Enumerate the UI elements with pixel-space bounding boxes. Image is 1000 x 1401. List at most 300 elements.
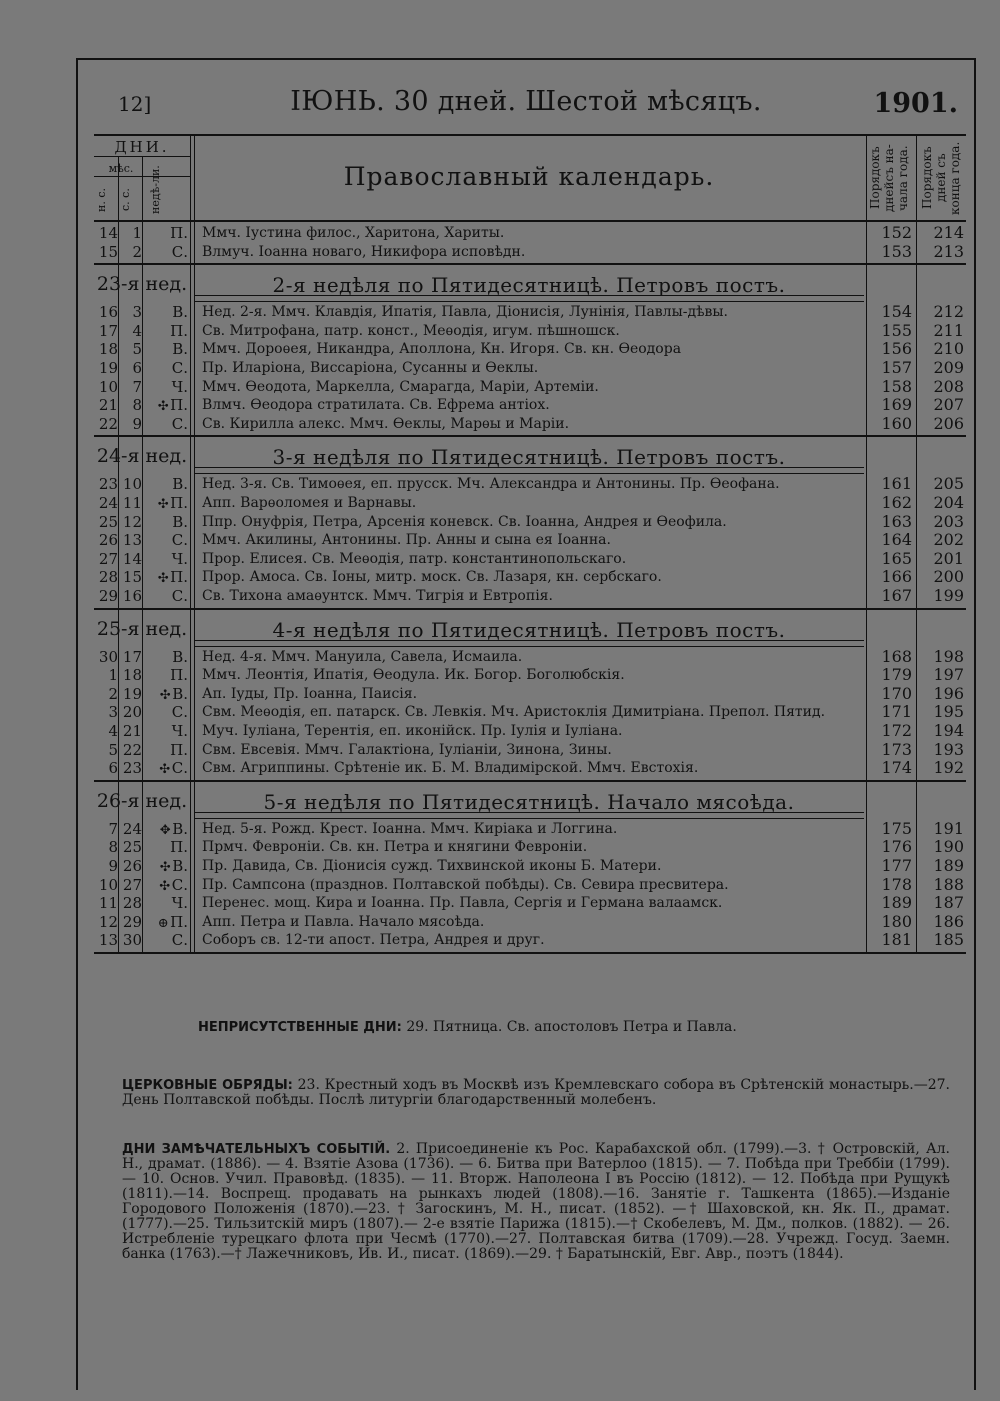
weekday-abbr: П. [170, 321, 188, 340]
old-style-day: 4 [132, 321, 142, 340]
weekday-abbr: Ч. [171, 722, 188, 740]
new-style-day: 1 [108, 666, 118, 685]
weekday-abbr: С. [171, 359, 188, 377]
days-to-end: 210 [933, 339, 964, 359]
saints-text: Свм. Меѳодія, еп. патарск. Св. Левкія. Мч. Аристоклія Димитріана. Препол. Пятид. [202, 704, 826, 721]
calendar-row [94, 224, 966, 242]
new-style-day: 27 [98, 549, 118, 568]
day-of-year: 168 [881, 646, 912, 666]
days-to-end: 194 [933, 721, 964, 740]
calendar-row [94, 531, 966, 549]
saints-text: Перенес. мощ. Кира и Іоанна. Пр. Павла, Сергія и Германа валаамск. [202, 895, 723, 912]
old-style-day: 17 [122, 647, 142, 666]
feast-mark-icon: ✣ [159, 860, 171, 875]
column-rule [118, 156, 119, 954]
old-style-day: 22 [122, 740, 142, 759]
new-style-day: 10 [98, 377, 118, 396]
day-of-year: 179 [881, 665, 912, 685]
calendar-row [94, 322, 966, 340]
saints-text: Св. Кирилла алекс. Ммч. Ѳеклы, Марѳы и Маріи. [202, 415, 570, 432]
saints-text: Пр. Иларіона, Виссаріона, Сусанны и Ѳеклы. [202, 360, 539, 376]
day-of-year: 181 [881, 930, 912, 950]
days-to-end: 193 [933, 739, 964, 759]
saints-text: Соборъ св. 12-ти апост. Петра, Андрея и друг. [202, 932, 545, 949]
week-label: 26-я нед. [96, 789, 188, 812]
events-label: ДНИ ЗАМѢЧАТЕЛЬНЫХЪ СОБЫТІЙ. [122, 1142, 391, 1157]
days-to-end: 212 [933, 302, 964, 322]
feast-mark-icon: ✣ [159, 762, 171, 778]
weekday-abbr: П. [170, 568, 188, 587]
column-rule [194, 134, 195, 954]
weekday-cell [142, 550, 188, 568]
weekday-abbr: П. [170, 494, 188, 512]
days-to-end: 202 [933, 530, 964, 550]
old-style-day: 25 [122, 838, 142, 857]
saints-text: Ммч. Іустина филос., Харитона, Хариты. [202, 225, 505, 241]
days-to-end: 195 [933, 702, 964, 722]
saints-text: Прмч. Февроніи. Св. кн. Петра и княгини Февроніи. [202, 839, 588, 856]
new-style-day: 18 [98, 340, 118, 359]
saints-text: Прор. Елисея. Св. Меѳодія, патр. константинопольскаго. [202, 550, 627, 567]
events-note [122, 1142, 950, 1262]
week-label: 24-я нед. [96, 445, 188, 468]
days-to-end: 213 [933, 241, 964, 261]
old-style-day: 20 [122, 703, 142, 722]
saints-text: Ммч. Ѳеодота, Маркелла, Смарагда, Маріи, Артеміи. [202, 378, 599, 395]
weekday-abbr: В. [172, 303, 188, 322]
order-end-header: Порядокъ дней съ конца года. [920, 141, 962, 215]
page-number: 12] [118, 92, 152, 116]
day-of-year: 174 [881, 758, 912, 778]
calendar-row [94, 550, 966, 568]
header-bottom-rule [94, 220, 966, 222]
new-style-day: 3 [108, 703, 118, 722]
days-to-end: 196 [933, 683, 964, 703]
calendar-row [94, 303, 966, 321]
old-style-day: 21 [122, 722, 142, 740]
saints-text: Нед. 5-я. Рожд. Крест. Іоанна. Ммч. Киріака и Логгина. [202, 820, 618, 837]
day-of-year: 161 [881, 474, 912, 494]
weekday-abbr: С. [171, 414, 188, 433]
calendar-row [94, 340, 966, 358]
saints-text: Свм. Агриппины. Срѣтеніе ик. Б. М. Владимірской. Ммч. Евстохія. [202, 760, 699, 777]
old-style-day: 14 [122, 549, 142, 568]
day-of-year: 157 [881, 358, 912, 377]
saints-text: Нед. 2-я. Ммч. Клавдія, Ипатія, Павла, Діонисія, Лунінія, Павлы-дѣвы. [202, 304, 728, 321]
weekday-cell [142, 340, 188, 358]
old-style-day: 11 [122, 494, 142, 512]
new-style-day: 9 [108, 857, 118, 875]
saints-text: Св. Митрофана, патр. конст., Меѳодія, игум. пѣшношск. [202, 322, 620, 339]
days-to-end: 198 [933, 646, 964, 666]
calendar-row [94, 396, 966, 414]
days-to-end: 211 [933, 320, 964, 340]
week-title-rule [194, 467, 864, 468]
feast-mark-icon: ✣ [157, 497, 169, 512]
calendar-row [94, 568, 966, 586]
day-of-year: 154 [881, 302, 912, 322]
days-to-end: 207 [933, 395, 964, 415]
weekday-cell [142, 857, 188, 877]
page-year: 1901. [873, 88, 958, 119]
week-end-rule [94, 435, 966, 437]
old-style-day: 6 [132, 359, 142, 377]
calendar-row [94, 894, 966, 912]
new-style-day: 30 [98, 647, 118, 666]
days-to-end: 187 [933, 893, 964, 913]
weekday-cell [142, 685, 188, 705]
saints-text: Муч. Іуліана, Терентія, еп. иконійск. Пр. Іулія и Іуліана. [202, 723, 623, 739]
new-style-day: 12 [98, 912, 118, 931]
weekday-cell [142, 568, 188, 588]
old-style-day: 19 [122, 684, 142, 703]
weekday-cell [142, 913, 188, 933]
saints-text: Влмуч. Іоанна новаго, Никифора исповѣдн. [202, 243, 526, 260]
days-to-end: 199 [933, 586, 964, 605]
week-title-bottom-rule [194, 646, 864, 647]
day-of-year: 173 [881, 739, 912, 759]
feast-mark-icon: ✣ [157, 571, 169, 587]
day-of-year: 160 [881, 413, 912, 433]
feast-mark-icon: ✥ [159, 822, 171, 838]
old-style-day: 28 [122, 894, 142, 913]
page-frame [76, 58, 976, 1390]
weekday-abbr: В. [172, 684, 188, 703]
week-title: 5-я недѣля по Пятидесятницѣ. Начало мясоѣда. [263, 789, 795, 814]
weekday-abbr: П. [170, 666, 188, 685]
calendar-row [94, 759, 966, 777]
old-style-day: 3 [132, 303, 142, 322]
old-style-day: 2 [132, 242, 142, 261]
column-rule [866, 134, 867, 954]
new-style-day: 4 [108, 722, 118, 740]
weekday-abbr: С. [171, 242, 188, 261]
calendar-row [94, 857, 966, 875]
calendar-row [94, 415, 966, 433]
weekday-cell [142, 703, 188, 721]
old-style-day: 26 [122, 857, 142, 875]
day-of-year: 166 [881, 567, 912, 587]
weekday-cell [142, 396, 188, 416]
new-style-day: 21 [98, 396, 118, 415]
week-end-rule [94, 780, 966, 782]
week-title-bottom-rule [194, 473, 864, 474]
old-style-day: 24 [122, 819, 142, 838]
day-of-year: 178 [881, 874, 912, 894]
old-style-header: с. с. [119, 188, 132, 212]
days-to-end: 209 [933, 358, 964, 377]
week-title-rule [194, 295, 864, 296]
day-of-year: 169 [881, 395, 912, 415]
new-style-day: 16 [98, 303, 118, 322]
day-of-year: 167 [881, 586, 912, 605]
old-style-day: 29 [122, 912, 142, 931]
column-rule [190, 134, 191, 954]
old-style-day: 5 [132, 340, 142, 359]
saints-text: Апп. Петра и Павла. Начало мясоѣда. [202, 913, 485, 930]
new-style-day: 26 [98, 531, 118, 550]
day-of-year: 158 [881, 376, 912, 396]
rites-note [122, 1078, 950, 1108]
weekday-cell [142, 759, 188, 779]
weekday-abbr: С. [171, 759, 188, 778]
nepris-label: НЕПРИСУТСТВЕННЫЕ ДНИ: [198, 1020, 402, 1035]
calendar-row [94, 685, 966, 703]
days-to-end: 203 [933, 511, 964, 531]
rites-label: ЦЕРКОВНЫЕ ОБРЯДЫ: [122, 1078, 293, 1093]
weekday-cell [142, 303, 188, 321]
weekday-cell [142, 587, 188, 605]
days-to-end: 201 [933, 548, 964, 568]
old-style-day: 30 [122, 931, 142, 950]
rites-text: 23. Крестный ходъ въ Москвѣ изъ Кремлевскаго собора въ Срѣтенскій монастырь.—27. День Полтавской побѣды. Послѣ литургіи благодарственный молебенъ. [122, 1077, 951, 1108]
week-title-rule [194, 812, 864, 813]
weekday-cell [142, 224, 188, 242]
weekday-cell [142, 820, 188, 840]
calendar-row [94, 359, 966, 377]
calendar-row [94, 931, 966, 949]
week-title-bottom-rule [194, 818, 864, 819]
calendar-title: Православный календарь. [343, 162, 715, 191]
old-style-day: 8 [132, 396, 142, 415]
day-of-year: 155 [881, 320, 912, 340]
days-to-end: 214 [933, 223, 964, 242]
feast-mark-icon: ✣ [159, 687, 171, 703]
old-style-day: 16 [122, 587, 142, 605]
calendar-row [94, 475, 966, 493]
saints-text: Ммч. Дороѳея, Никандра, Аполлона, Кн. Игоря. Св. кн. Ѳеодора [202, 341, 682, 358]
weekday-abbr: Ч. [171, 549, 188, 568]
day-of-year: 152 [881, 223, 912, 242]
day-of-year: 175 [881, 818, 912, 838]
week-title-bottom-rule [194, 301, 864, 302]
calendar-row [94, 913, 966, 931]
month-column-header: мѣс. [108, 162, 134, 175]
new-style-day: 13 [98, 931, 118, 950]
feast-mark-icon: ⊕ [157, 915, 169, 931]
weekday-cell [142, 415, 188, 433]
weekday-cell [142, 322, 188, 340]
column-rule [142, 156, 143, 954]
new-style-day: 15 [98, 242, 118, 261]
new-style-day: 24 [98, 494, 118, 512]
page-header [78, 86, 974, 126]
days-to-end: 188 [933, 874, 964, 894]
calendar-row [94, 587, 966, 605]
nepris-text: 29. Пятница. Св. апостоловъ Петра и Павла. [406, 1019, 737, 1035]
weekday-abbr: С. [171, 587, 188, 605]
saints-text: Ммч. Акилины, Антонины. Пр. Анны и сына ея Іоанна. [202, 532, 611, 549]
day-of-year: 171 [881, 702, 912, 722]
old-style-day: 23 [122, 759, 142, 778]
weekday-abbr: П. [170, 838, 188, 857]
saints-text: Нед. 3-я. Св. Тимоѳея, еп. прусск. Мч. Александра и Антонины. Пр. Ѳеофана. [202, 476, 780, 493]
weekday-abbr: С. [171, 931, 188, 950]
day-of-year: 189 [881, 893, 912, 913]
day-of-year: 164 [881, 530, 912, 550]
new-style-day: 7 [108, 819, 118, 838]
day-of-year: 153 [881, 241, 912, 261]
new-style-day: 14 [98, 224, 118, 242]
weekday-abbr: В. [172, 340, 188, 359]
weekday-abbr: Ч. [171, 377, 188, 396]
old-style-day: 18 [122, 666, 142, 685]
days-to-end: 191 [933, 818, 964, 838]
days-to-end: 204 [933, 493, 964, 512]
new-style-day: 23 [98, 475, 118, 494]
weekday-abbr: В. [172, 647, 188, 666]
new-style-day: 29 [98, 587, 118, 605]
week-title: 4-я недѣля по Пятидесятницѣ. Петровъ постъ. [272, 617, 786, 642]
weekday-abbr: В. [172, 857, 188, 875]
old-style-day: 15 [122, 568, 142, 587]
days-to-end: 206 [933, 413, 964, 433]
calendar-row [94, 703, 966, 721]
weekday-abbr: П. [170, 912, 188, 931]
new-style-day: 19 [98, 359, 118, 377]
weekday-cell [142, 838, 188, 856]
weekday-cell [142, 722, 188, 740]
column-rule [916, 134, 917, 954]
week-label: 25-я нед. [96, 617, 188, 640]
saints-text: Апп. Варѳоломея и Варнавы. [202, 495, 417, 511]
week-end-rule [94, 952, 966, 954]
weekday-abbr: В. [172, 512, 188, 531]
week-label: 23-я нед. [96, 273, 188, 296]
saints-text: Свм. Евсевія. Ммч. Галактіона, Іуліаніи, Зинона, Зины. [202, 741, 612, 758]
weekday-abbr: П. [170, 740, 188, 759]
weekday-abbr: П. [170, 224, 188, 242]
days-to-end: 190 [933, 837, 964, 857]
weekday-abbr: С. [171, 875, 188, 894]
days-to-end: 205 [933, 474, 964, 494]
saints-text: Ппр. Онуфрія, Петра, Арсенія коневск. Св. Іоанна, Андрея и Ѳеофила. [202, 513, 727, 530]
new-style-day: 28 [98, 568, 118, 587]
feast-mark-icon: ✣ [159, 878, 171, 894]
week-end-rule [94, 608, 966, 610]
old-style-day: 13 [122, 531, 142, 550]
new-style-day: 8 [108, 838, 118, 857]
day-of-year: 180 [881, 911, 912, 931]
days-column-header: ДНИ. [114, 138, 170, 156]
feast-mark-icon: ✣ [157, 399, 169, 415]
calendar-row [94, 876, 966, 894]
week-end-rule [94, 263, 966, 265]
weekday-cell [142, 475, 188, 493]
saints-text: Пр. Сампсона (празднов. Полтавской побѣды). Св. Севира пресвитера. [202, 876, 729, 893]
days-to-end: 208 [933, 376, 964, 396]
weekday-cell [142, 513, 188, 531]
weekday-cell [142, 876, 188, 896]
old-style-day: 1 [132, 224, 142, 242]
saints-text: Нед. 4-я. Ммч. Мануила, Савела, Исмаила. [202, 648, 523, 665]
day-of-year: 177 [881, 856, 912, 875]
days-to-end: 186 [933, 911, 964, 931]
weekday-abbr: В. [172, 819, 188, 838]
calendar-row [94, 648, 966, 666]
days-to-end: 189 [933, 856, 964, 875]
saints-text: Ап. Іуды, Пр. Іоанна, Паисія. [202, 685, 418, 702]
weekday-abbr: В. [172, 475, 188, 494]
weekday-cell [142, 741, 188, 759]
weekday-cell [142, 494, 188, 514]
weekday-cell [142, 931, 188, 949]
day-of-year: 172 [881, 721, 912, 740]
saints-text: Св. Тихона амаѳунтск. Ммч. Тигрія и Евтропія. [202, 588, 553, 604]
week-title: 3-я недѣля по Пятидесятницѣ. Петровъ постъ. [272, 445, 786, 470]
old-style-day: 12 [122, 512, 142, 531]
weekday-cell [142, 666, 188, 684]
calendar-row [94, 243, 966, 261]
new-style-day: 22 [98, 414, 118, 433]
saints-text: Пр. Давида, Св. Діонисія сужд. Тихвинской иконы Б. Матери. [202, 858, 662, 874]
old-style-day: 10 [122, 475, 142, 494]
new-style-header: н. с. [95, 188, 108, 212]
day-of-year: 170 [881, 683, 912, 703]
weekday-abbr: С. [171, 531, 188, 550]
new-style-day: 11 [98, 894, 118, 913]
weekday-cell [142, 894, 188, 912]
day-of-year: 162 [881, 493, 912, 512]
new-style-day: 6 [108, 759, 118, 778]
new-style-day: 2 [108, 684, 118, 703]
new-style-day: 5 [108, 740, 118, 759]
calendar-row [94, 494, 966, 512]
calendar-row [94, 722, 966, 740]
old-style-day: 7 [132, 377, 142, 396]
day-of-year: 176 [881, 837, 912, 857]
order-start-header: Порядокъ днейсъ на-чала года. [868, 144, 910, 212]
calendar-row [94, 666, 966, 684]
calendar-row [94, 513, 966, 531]
nepris-note [198, 1020, 1000, 1035]
old-style-day: 27 [122, 875, 142, 894]
saints-text: Ммч. Леонтія, Ипатія, Ѳеодула. Ик. Богор. Боголюбскія. [202, 667, 625, 684]
calendar-row [94, 838, 966, 856]
week-title: 2-я недѣля по Пятидесятницѣ. Петровъ постъ. [272, 273, 786, 298]
new-style-day: 10 [98, 875, 118, 894]
calendar-row [94, 378, 966, 396]
calendar-row [94, 741, 966, 759]
days-to-end: 185 [933, 930, 964, 950]
calendar-row [94, 820, 966, 838]
weekday-cell [142, 243, 188, 261]
weekday-cell [142, 359, 188, 377]
weekday-cell [142, 378, 188, 396]
days-to-end: 192 [933, 758, 964, 778]
weekday-cell [142, 531, 188, 549]
saints-text: Прор. Амоса. Св. Іоны, митр. моск. Св. Лазаря, кн. сербскаго. [202, 569, 662, 586]
days-to-end: 200 [933, 567, 964, 587]
day-of-year: 165 [881, 548, 912, 568]
new-style-day: 17 [98, 321, 118, 340]
events-text: 2. Присоединеніе къ Рос. Карабахской обл. (1799).—3. † Островскій, Ал. Н., драмат. (1886). — 4. Взятіе Азова (1736). — 6. Битва при Ватерлоо (1815). — 7. Побѣда при Треббіи (1799). — 10. Основ. Учил. Правовѣд. (1835). — 11. Вторж. Наполеона I въ Россію (1812). — 12. Побѣда при Рущукѣ (1811).—14. Воспрещ. продавать на рынкахъ людей (1808).—16. Занятіе г. Ташкента (1865).—Изданіе Городового Положенія (1870).—23. † Загоскинъ, М. Н., писат. (1852). —† Шаховской, кн. Як. П., драмат. (1777).—25. Тильзитскій миръ (1807).— 2-е взятіе Парижа (1815).—† Скобелевъ, М. Дм., полков. (1882). — 26. Истребленіе турецкаго флота при Чесмѣ (1770).—27. Полтавская битва (1709).—28. Учрежд. Госуд. Заемн. банка (1763).—† Лажечниковъ, Ив. И., писат. (1869).—29. † Баратынскій, Евг. Авр., поэтъ (1844). [122, 1141, 950, 1262]
old-style-day: 9 [132, 414, 142, 433]
weekday-cell [142, 648, 188, 666]
day-of-year: 163 [881, 511, 912, 531]
page-title: ІЮНЬ. 30 дней. Шестой мѣсяцъ. [290, 86, 762, 117]
table-top-rule [94, 134, 966, 136]
day-of-year: 156 [881, 339, 912, 359]
weekday-header: недѣ-ли. [149, 165, 162, 215]
weekday-abbr: С. [171, 703, 188, 722]
days-to-end: 197 [933, 665, 964, 685]
new-style-day: 25 [98, 512, 118, 531]
saints-text: Влмч. Ѳеодора стратилата. Св. Ефрема антіох. [202, 397, 550, 414]
weekday-abbr: Ч. [171, 894, 188, 913]
week-title-rule [194, 640, 864, 641]
weekday-abbr: П. [170, 396, 188, 415]
